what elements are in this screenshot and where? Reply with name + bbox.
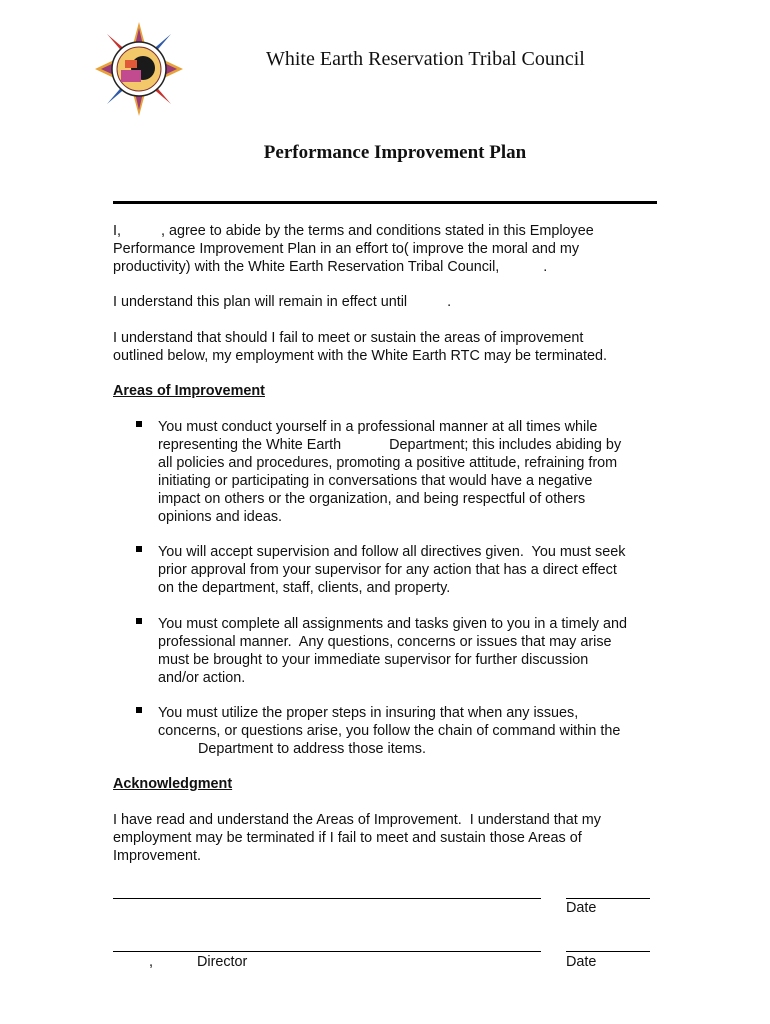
- text-line: on the department, staff, clients, and property.: [158, 580, 451, 596]
- director-date-line[interactable]: [566, 951, 650, 952]
- employee-signature-line[interactable]: [113, 898, 541, 899]
- text-line: I understand this plan will remain in effect until .: [113, 294, 452, 310]
- text-line: You must complete all assignments and tasks given to you in a timely and: [158, 616, 628, 632]
- list-item: [158, 543, 658, 597]
- document-title: Performance Improvement Plan: [263, 142, 527, 163]
- text-line: You must utilize the proper steps in insuring that when any issues,: [158, 705, 579, 721]
- text-line: opinions and ideas.: [158, 509, 283, 525]
- bullet-square-icon: [136, 421, 142, 427]
- bullet-square-icon: [136, 618, 142, 624]
- text-line: must be brought to your immediate supervisor for further discussion: [158, 652, 589, 668]
- intro-paragraph: [113, 222, 653, 276]
- tribal-council-seal-logo: [95, 22, 183, 116]
- text-line: You will accept supervision and follow all directives given. You must seek: [158, 544, 626, 560]
- list-item: [158, 704, 658, 758]
- list-item: [158, 418, 658, 526]
- text-line: initiating or participating in conversations that would have a negative: [158, 473, 593, 489]
- text-line: impact on others or the organization, and being respectful of others: [158, 491, 586, 507]
- director-signature-line[interactable]: [113, 951, 541, 952]
- text-line: concerns, or questions arise, you follow the chain of command within the: [158, 723, 621, 739]
- bullet-square-icon: [136, 707, 142, 713]
- employee-date-line[interactable]: [566, 898, 650, 899]
- list-item: [158, 615, 658, 687]
- bullet-square-icon: [136, 546, 142, 552]
- text-line: Performance Improvement Plan in an effort to( improve the moral and my: [113, 241, 580, 257]
- effect-paragraph: [113, 293, 653, 311]
- text-line: Improvement.: [113, 848, 201, 864]
- text-line: You must conduct yourself in a professional manner at all times while: [158, 419, 598, 435]
- text-line: prior approval from your supervisor for any action that has a direct effect: [158, 562, 617, 578]
- termination-paragraph: [113, 329, 653, 365]
- text-line: all policies and procedures, promoting a positive attitude, refraining from: [158, 455, 618, 471]
- text-line: and/or action.: [158, 670, 246, 686]
- text-line: I, , agree to abide by the terms and conditions stated in this Employee: [113, 223, 594, 239]
- acknowledgment-heading: Acknowledgment: [113, 776, 233, 792]
- text-line: representing the White Earth Department; this includes abiding by: [158, 437, 622, 453]
- text-line: Department to address those items.: [158, 741, 426, 757]
- title-divider: [113, 201, 657, 204]
- organization-name: White Earth Reservation Tribal Council: [266, 48, 585, 70]
- areas-heading: Areas of Improvement: [113, 383, 265, 399]
- text-line: I understand that should I fail to meet or sustain the areas of improvement: [113, 330, 584, 346]
- text-line: professional manner. Any questions, concerns or issues that may arise: [158, 634, 612, 650]
- text-line: I have read and understand the Areas of Improvement. I understand that my: [113, 812, 601, 828]
- text-line: productivity) with the White Earth Reservation Tribal Council, .: [113, 259, 548, 275]
- acknowledgment-paragraph: [113, 811, 653, 865]
- text-line: employment may be terminated if I fail to meet and sustain those Areas of: [113, 830, 582, 846]
- date-label: Date: [566, 900, 597, 916]
- director-label: , Director: [149, 954, 248, 970]
- date-label: Date: [566, 954, 597, 970]
- text-line: outlined below, my employment with the White Earth RTC may be terminated.: [113, 348, 608, 364]
